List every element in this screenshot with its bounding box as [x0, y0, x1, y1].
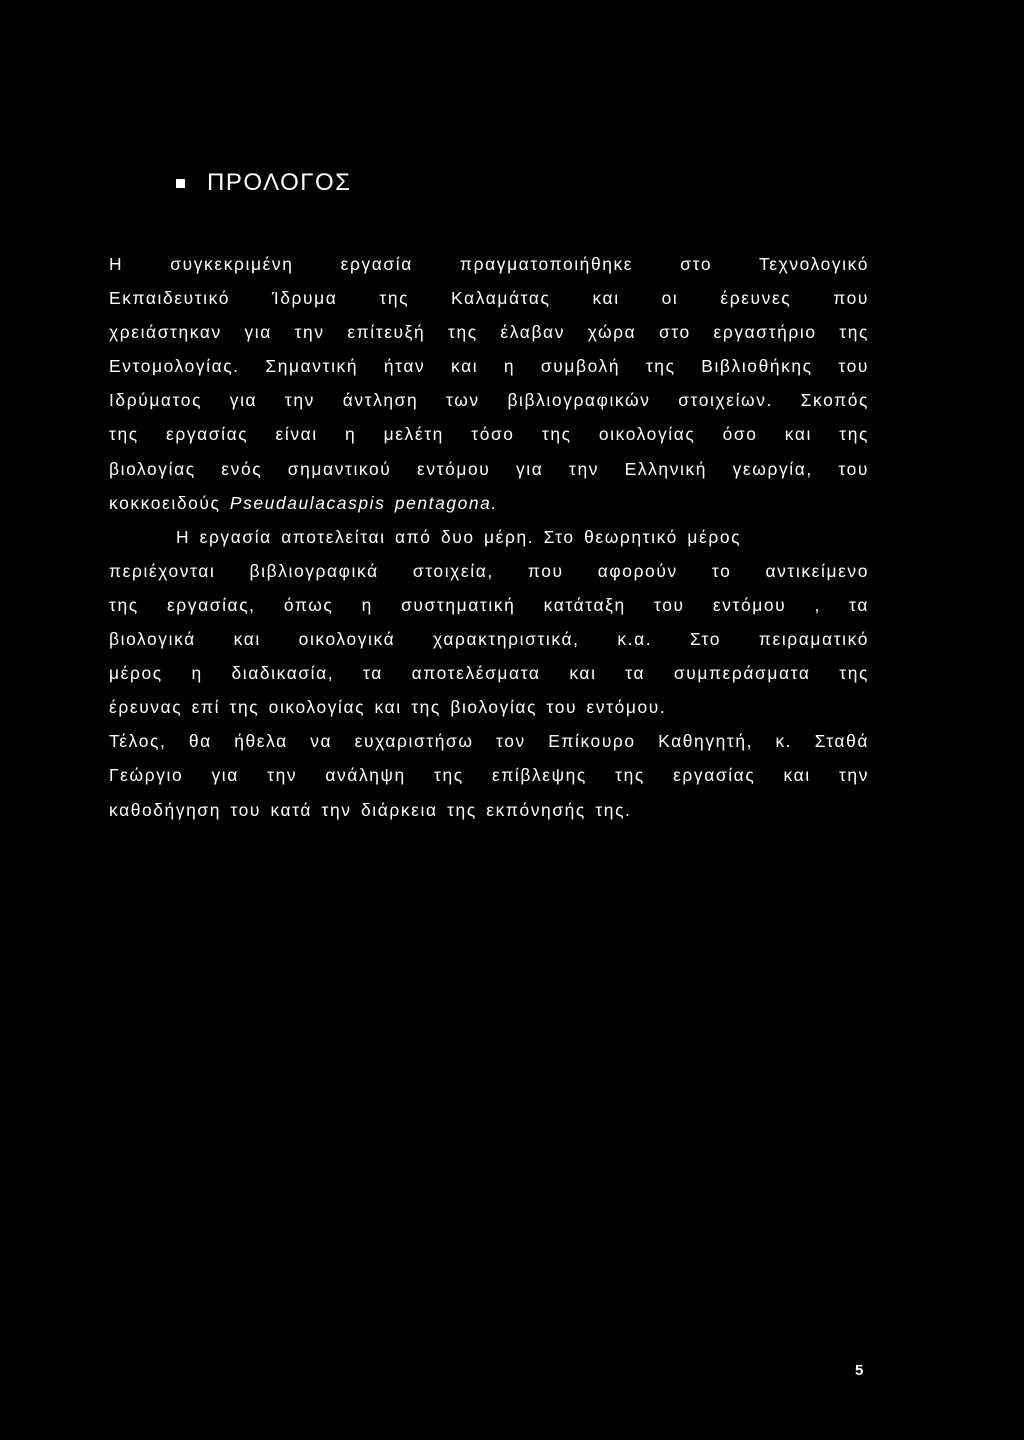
- text-line: μέρος η διαδικασία, τα αποτελέσματα και τα συμπεράσματα της: [109, 663, 869, 684]
- heading-text: ΠΡΟΛΟΓΟΣ: [207, 169, 352, 196]
- text-line: Η συγκεκριμένη εργασία πραγματοποιήθηκε στο Τεχνολογικό: [109, 254, 869, 274]
- text-line: Ιδρύματος για την άντληση των βιβλιογραφικών στοιχείων. Σκοπός: [109, 390, 869, 411]
- text-line: καθοδήγηση του κατά την διάρκεια της εκπόνησής της.: [109, 799, 632, 820]
- prologue-body: [109, 247, 869, 827]
- text-line: Τέλος, θα ήθελα να ευχαριστήσω τον Επίκουρο Καθηγητή, κ. Σταθά: [109, 731, 869, 752]
- text-line: Εκπαιδευτικό Ίδρυμα της Καλαμάτας και οι έρευνες που: [109, 288, 869, 309]
- text-line: περιέχονται βιβλιογραφικά στοιχεία, που αφορούν το αντικείμενο: [109, 560, 869, 581]
- text-line: βιολογικά και οικολογικά χαρακτηριστικά, κ.α. Στο πειραματικό: [109, 629, 869, 650]
- section-heading: [176, 168, 352, 198]
- text-line: χρειάστηκαν για την επίτευξή της έλαβαν χώρα στο εργαστήριο της: [109, 322, 869, 343]
- text-line: έρευνας επί της οικολογίας και της βιολογίας του εντόμου.: [109, 697, 667, 718]
- text-line: Γεώργιο για την ανάληψη της επίβλεψης της εργασίας και την: [109, 765, 869, 786]
- species-name: Pseudaulacaspis pentagona.: [229, 492, 498, 513]
- bullet-icon: [176, 179, 185, 188]
- text-line-prefix: κοκκοειδούς: [109, 492, 230, 513]
- text-line: Εντομολογίας. Σημαντική ήταν και η συμβολή της Βιβλιοθήκης του: [109, 356, 869, 377]
- text-line: της εργασίας είναι η μελέτη τόσο της οικολογίας όσο και της: [109, 424, 869, 445]
- text-line-species: [109, 486, 869, 520]
- page-number: 5: [855, 1362, 864, 1379]
- text-line: της εργασίας, όπως η συστηματική κατάταξη του εντόμου , τα: [109, 594, 869, 615]
- text-line: Η εργασία αποτελείται από δυο μέρη. Στο θεωρητικό μέρος: [176, 526, 742, 547]
- text-line: βιολογίας ενός σημαντικού εντόμου για την Ελληνική γεωργία, του: [109, 458, 869, 479]
